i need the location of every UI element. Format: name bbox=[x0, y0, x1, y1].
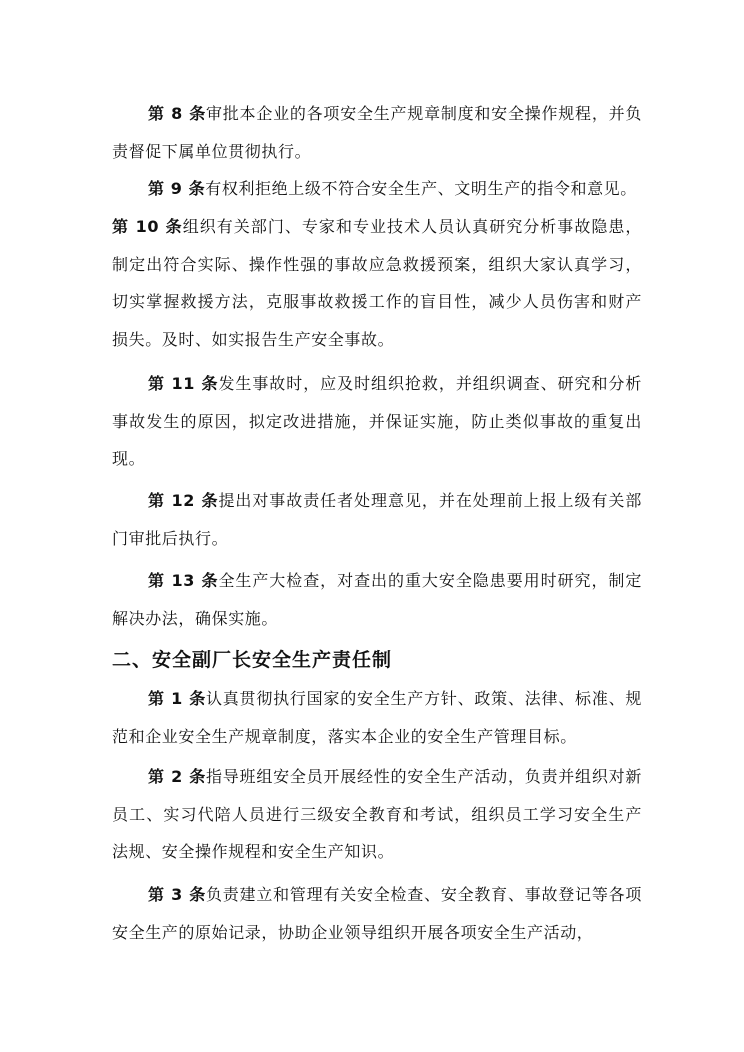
section2-article-2-number: 第 2 条 bbox=[148, 767, 206, 786]
section2-article-2-text: 指导班组安全员开展经性的安全生产活动，负责并组织对新员工、实习代陪人员进行三级安全教育和考试，组织员工学习安全生产法规、安全操作规程和安全生产知识。 bbox=[112, 767, 642, 861]
article-12-paragraph bbox=[112, 482, 642, 557]
article-11-paragraph bbox=[112, 365, 642, 478]
article-8-paragraph bbox=[112, 95, 642, 170]
article-12-text: 提出对事故责任者处理意见，并在处理前上报上级有关部门审批后执行。 bbox=[112, 491, 642, 548]
article-13-paragraph bbox=[112, 562, 642, 637]
article-9-number: 第 9 条 bbox=[148, 179, 206, 198]
article-10-number: 第 10 条 bbox=[112, 217, 183, 236]
section2-article-2-paragraph bbox=[112, 758, 642, 871]
article-13-text: 全生产大检查，对查出的重大安全隐患要用时研究，制定解决办法，确保实施。 bbox=[112, 571, 642, 628]
section2-article-3-text: 负责建立和管理有关安全检查、安全教育、事故登记等各项安全生产的原始记录，协助企业领导组织开展各项安全生产活动， bbox=[112, 885, 642, 942]
section2-article-1-paragraph bbox=[112, 680, 642, 755]
article-10-paragraph bbox=[112, 208, 642, 358]
article-8-text: 审批本企业的各项安全生产规章制度和安全操作规程，并负责督促下属单位贯彻执行。 bbox=[112, 104, 642, 161]
section2-article-3-number: 第 3 条 bbox=[148, 885, 206, 904]
section2-article-1-number: 第 1 条 bbox=[148, 689, 206, 708]
section-heading: 二、安全副厂长安全生产责任制 bbox=[112, 649, 393, 671]
article-11-text: 发生事故时，应及时组织抢救，并组织调查、研究和分析事故发生的原因，拟定改进措施，并保证实施，防止类似事故的重复出现。 bbox=[112, 374, 642, 468]
section2-article-3-paragraph bbox=[112, 876, 642, 951]
article-11-number: 第 11 条 bbox=[148, 374, 219, 393]
article-12-number: 第 12 条 bbox=[148, 491, 219, 510]
article-8-number: 第 8 条 bbox=[148, 104, 206, 123]
article-9-text: 有权利拒绝上级不符合安全生产、文明生产的指令和意见。 bbox=[205, 179, 637, 198]
article-10-text: 组织有关部门、专家和专业技术人员认真研究分析事故隐患，制定出符合实际、操作性强的事故应急救援预案，组织大家认真学习，切实掌握救援方法，克服事故救援工作的盲目性，减少人员伤害和财产损失。及时、如实报告生产安全事故。 bbox=[112, 217, 642, 349]
article-13-number: 第 13 条 bbox=[148, 571, 219, 590]
article-9-paragraph bbox=[112, 170, 642, 208]
section2-article-1-text: 认真贯彻执行国家的安全生产方针、政策、法律、标准、规范和企业安全生产规章制度，落实本企业的安全生产管理目标。 bbox=[112, 689, 642, 746]
